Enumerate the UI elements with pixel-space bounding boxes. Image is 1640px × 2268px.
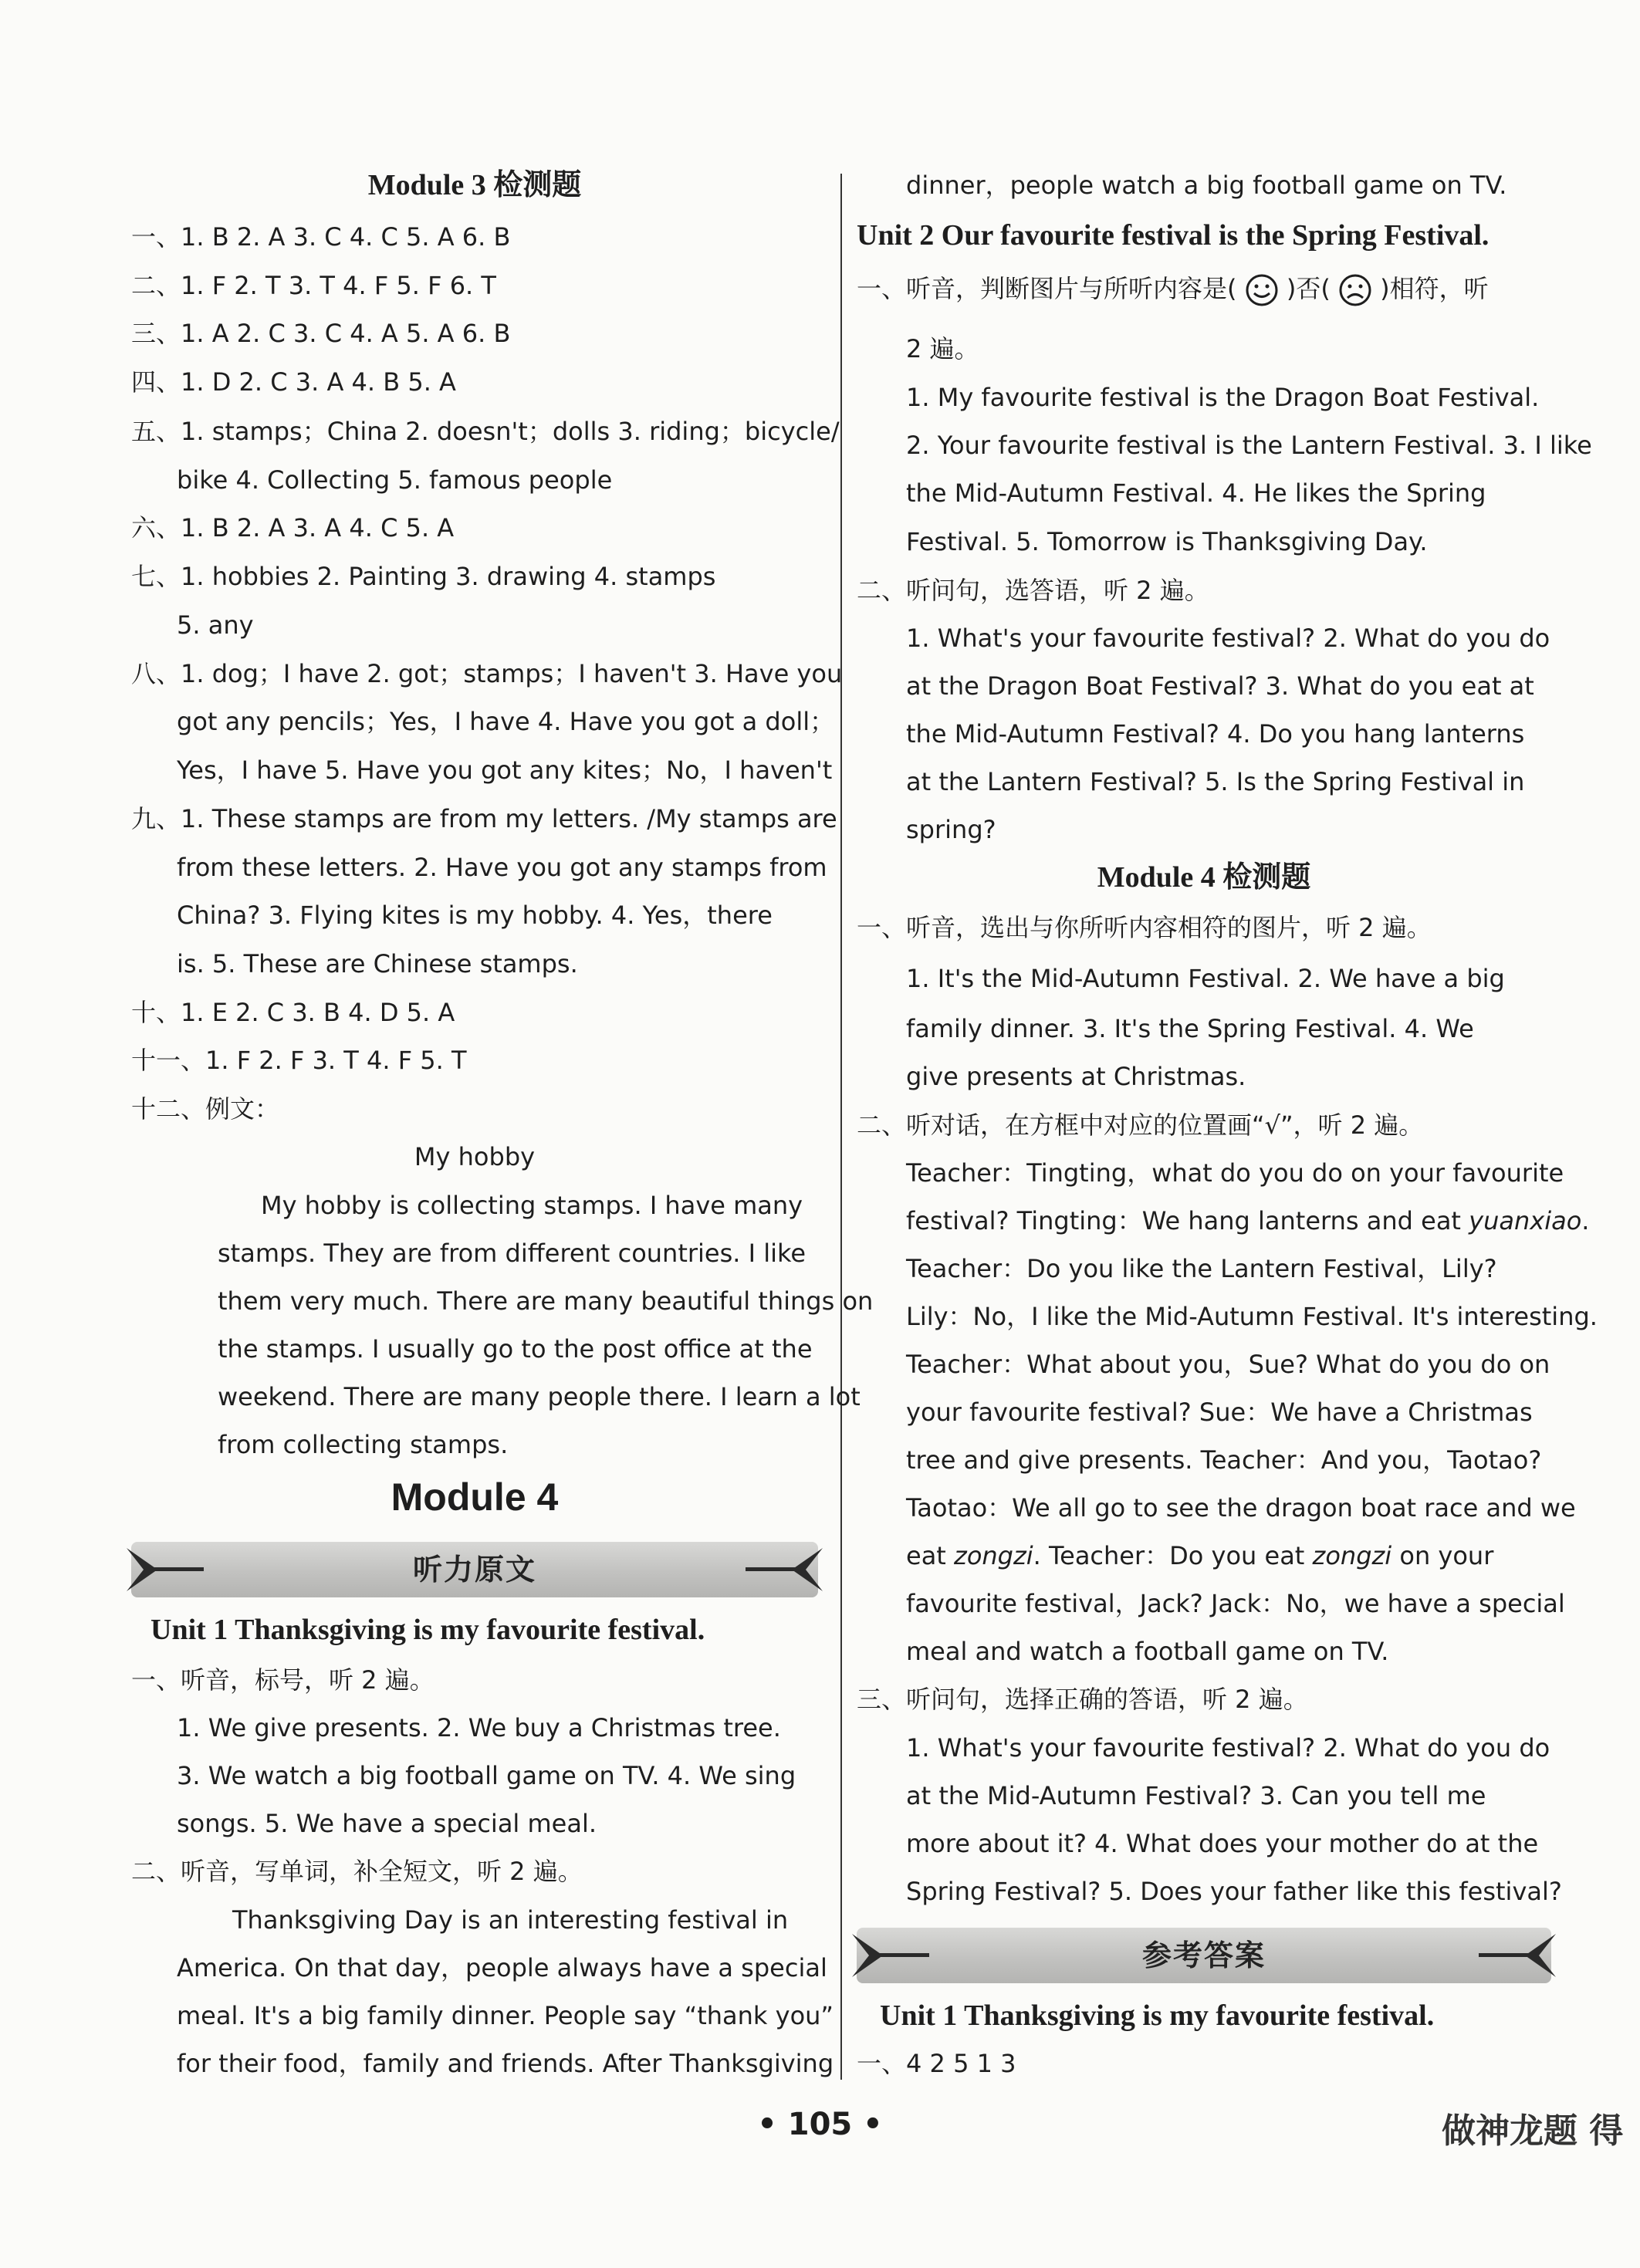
answer-line: 九、1. These stamps are from my letters. /My stamps are: [131, 804, 837, 833]
section-instruction: 三、听问句，选择正确的答语，听 2 遍。: [857, 1685, 1308, 1714]
instruction-part: )否(: [1286, 274, 1331, 303]
answer-line: 五、1. stamps；China 2. doesn't；dolls 3. riding；bicycle/: [131, 417, 840, 446]
script-line: 1. What's your favourite festival? 2. What do you do: [906, 624, 1550, 653]
essay-line: from collecting stamps.: [218, 1430, 509, 1459]
answer-line: 二、1. F 2. T 3. T 4. F 5. F 6. T: [131, 271, 496, 300]
answer-line: got any pencils；Yes，I have 4. Have you got a doll；: [177, 707, 835, 736]
section-instruction: 二、听对话，在方框中对应的位置画“√”，听 2 遍。: [857, 1110, 1424, 1140]
script-line: the Mid-Autumn Festival. 4. He likes the Spring: [906, 478, 1486, 508]
column-divider: [840, 174, 842, 2080]
banner-title: 听力原文: [412, 1553, 536, 1587]
script-line: Thanksgiving Day is an interesting festival in: [232, 1905, 789, 1935]
section-instruction: 二、听音，写单词，补全短文，听 2 遍。: [131, 1857, 583, 1886]
dialogue-line: Teacher：What about you，Sue? What do you do on: [906, 1350, 1550, 1379]
dialogue-line: Lily：No，I like the Mid-Autumn Festival. It's interesting.: [906, 1302, 1598, 1331]
script-line: 1. My favourite festival is the Dragon Boat Festival.: [906, 383, 1540, 412]
essay-line: weekend. There are many people there. I learn a lot: [218, 1382, 861, 1411]
dialogue-italic: zongzi: [1312, 1541, 1392, 1570]
arrow-right-ornament-icon: [738, 1542, 823, 1597]
section-instruction: 二、听问句，选答语，听 2 遍。: [857, 576, 1209, 605]
script-line: meal. It's a big family dinner. People say “thank you”: [177, 2001, 834, 2030]
dialogue-line: Teacher：Tingting，what do you do on your favourite: [906, 1158, 1564, 1188]
script-line: America. On that day，people always have a special: [177, 1953, 827, 1982]
script-line: at the Dragon Boat Festival? 3. What do you eat at: [906, 671, 1534, 701]
unit1-heading: Unit 1 Thanksgiving is my favourite festival.: [150, 1614, 705, 1646]
page-number: • 105 •: [757, 2107, 883, 2142]
dialogue-line: Taotao：We all go to see the dragon boat race and we: [906, 1493, 1576, 1523]
answer-line: from these letters. 2. Have you got any stamps from: [177, 853, 827, 882]
script-line: 2. Your favourite festival is the Lantern Festival. 3. I like: [906, 431, 1592, 460]
script-line: family dinner. 3. It's the Spring Festival. 4. We: [906, 1014, 1474, 1043]
essay-line: the stamps. I usually go to the post office at the: [218, 1334, 813, 1364]
answer-line: 十一、1. F 2. F 3. T 4. F 5. T: [131, 1046, 467, 1075]
answer-line: bike 4. Collecting 5. famous people: [177, 465, 613, 495]
module4-heading: Module 4: [391, 1475, 559, 1519]
instruction-part: )相符，听: [1380, 274, 1489, 303]
script-line: 1. It's the Mid-Autumn Festival. 2. We have a big: [906, 964, 1505, 993]
answer-line: is. 5. These are Chinese stamps.: [177, 949, 578, 979]
dialogue-part: .: [1581, 1206, 1590, 1235]
essay-line: them very much. There are many beautiful things on: [218, 1286, 874, 1316]
smiley-face-icon: [1245, 273, 1279, 307]
instruction-part: 一、听音，判断图片与所听内容是(: [857, 274, 1237, 303]
script-line: Spring Festival? 5. Does your father like this festival?: [906, 1877, 1562, 1906]
script-line: Festival. 5. Tomorrow is Thanksgiving Day.: [906, 527, 1428, 556]
script-line: 3. We watch a big football game on TV. 4. We sing: [177, 1761, 796, 1790]
script-line: dinner，people watch a big football game on TV.: [906, 171, 1507, 200]
script-line: 1. We give presents. 2. We buy a Christmas tree.: [177, 1713, 781, 1742]
answer-line: 八、1. dog；I have 2. got；stamps；I haven't 3. Have you: [131, 659, 843, 688]
answer-line: 四、1. D 2. C 3. A 4. B 5. A: [131, 367, 456, 397]
banner-title: 参考答案: [1141, 1938, 1266, 1972]
dialogue-line: favourite festival，Jack? Jack：No，we have a special: [906, 1589, 1565, 1618]
script-line: at the Mid-Autumn Festival? 3. Can you tell me: [906, 1781, 1486, 1810]
dialogue-line: [857, 1204, 1589, 1238]
section-instruction: [857, 272, 1489, 307]
unit1-answers-heading: Unit 1 Thanksgiving is my favourite festival.: [880, 1999, 1435, 2032]
answer-line: 5. any: [177, 610, 254, 640]
dialogue-part: festival? Tingting：We hang lanterns and eat: [906, 1206, 1469, 1235]
answer-line: 三、1. A 2. C 3. C 4. A 5. A 6. B: [131, 319, 511, 348]
listening-script-banner: [131, 1542, 818, 1597]
module4-test-title: Module 4 检测题: [1097, 861, 1311, 894]
dialogue-part: eat: [906, 1541, 955, 1570]
dialogue-line: your favourite festival? Sue：We have a Christmas: [906, 1398, 1533, 1427]
dialogue-line: meal and watch a football game on TV.: [906, 1637, 1389, 1666]
section-instruction: 一、听音，标号，听 2 遍。: [131, 1665, 435, 1695]
answer-line: 六、1. B 2. A 3. A 4. C 5. A: [131, 513, 455, 542]
answer-line: Yes，I have 5. Have you got any kites；No，I haven't: [177, 755, 833, 785]
essay-line: My hobby is collecting stamps. I have many: [261, 1191, 803, 1220]
arrow-right-ornament-icon: [1471, 1928, 1556, 1983]
brand-slogan: 做神龙题 得: [1442, 2111, 1624, 2151]
reference-answers-banner: [857, 1928, 1551, 1983]
script-line: for their food，family and friends. After Thanksgiving: [177, 2049, 834, 2078]
answer-line: 一、1. B 2. A 3. C 4. C 5. A 6. B: [131, 222, 511, 252]
section-instruction: 一、听音，选出与你所听内容相符的图片，听 2 遍。: [857, 913, 1432, 942]
answer-line: 十、1. E 2. C 3. B 4. D 5. A: [131, 998, 455, 1027]
dialogue-part: . Teacher：Do you eat: [1033, 1541, 1313, 1570]
answer-line: 七、1. hobbies 2. Painting 3. drawing 4. stamps: [131, 562, 716, 591]
section-instruction-cont: 2 遍。: [906, 334, 979, 363]
script-line: at the Lantern Festival? 5. Is the Spring Festival in: [906, 767, 1525, 796]
dialogue-italic: yuanxiao: [1469, 1206, 1582, 1235]
script-line: more about it? 4. What does your mother do at the: [906, 1829, 1539, 1858]
script-line: songs. 5. We have a special meal.: [177, 1809, 597, 1838]
answer-line: China? 3. Flying kites is my hobby. 4. Yes，there: [177, 901, 773, 930]
dialogue-italic: zongzi: [954, 1541, 1033, 1570]
dialogue-line: tree and give presents. Teacher：And you，Taotao?: [906, 1445, 1542, 1475]
unit2-heading: Unit 2 Our favourite festival is the Spring Festival.: [857, 219, 1490, 252]
dialogue-line: [857, 1539, 1493, 1573]
answer-line: 十二、例文：: [131, 1094, 280, 1124]
sad-face-icon: [1338, 273, 1372, 307]
answer-line: 一、4 2 5 1 3: [857, 2049, 1016, 2078]
dialogue-line: Teacher：Do you like the Lantern Festival，Lily?: [906, 1254, 1497, 1283]
script-line: the Mid-Autumn Festival? 4. Do you hang lanterns: [906, 719, 1525, 749]
script-line: spring?: [906, 815, 996, 844]
script-line: 1. What's your favourite festival? 2. What do you do: [906, 1733, 1550, 1763]
essay-title: My hobby: [414, 1142, 536, 1171]
script-line: give presents at Christmas.: [906, 1062, 1246, 1091]
essay-line: stamps. They are from different countries. I like: [218, 1239, 806, 1268]
module3-test-title: Module 3 检测题: [367, 169, 582, 201]
dialogue-part: on your: [1391, 1541, 1494, 1570]
